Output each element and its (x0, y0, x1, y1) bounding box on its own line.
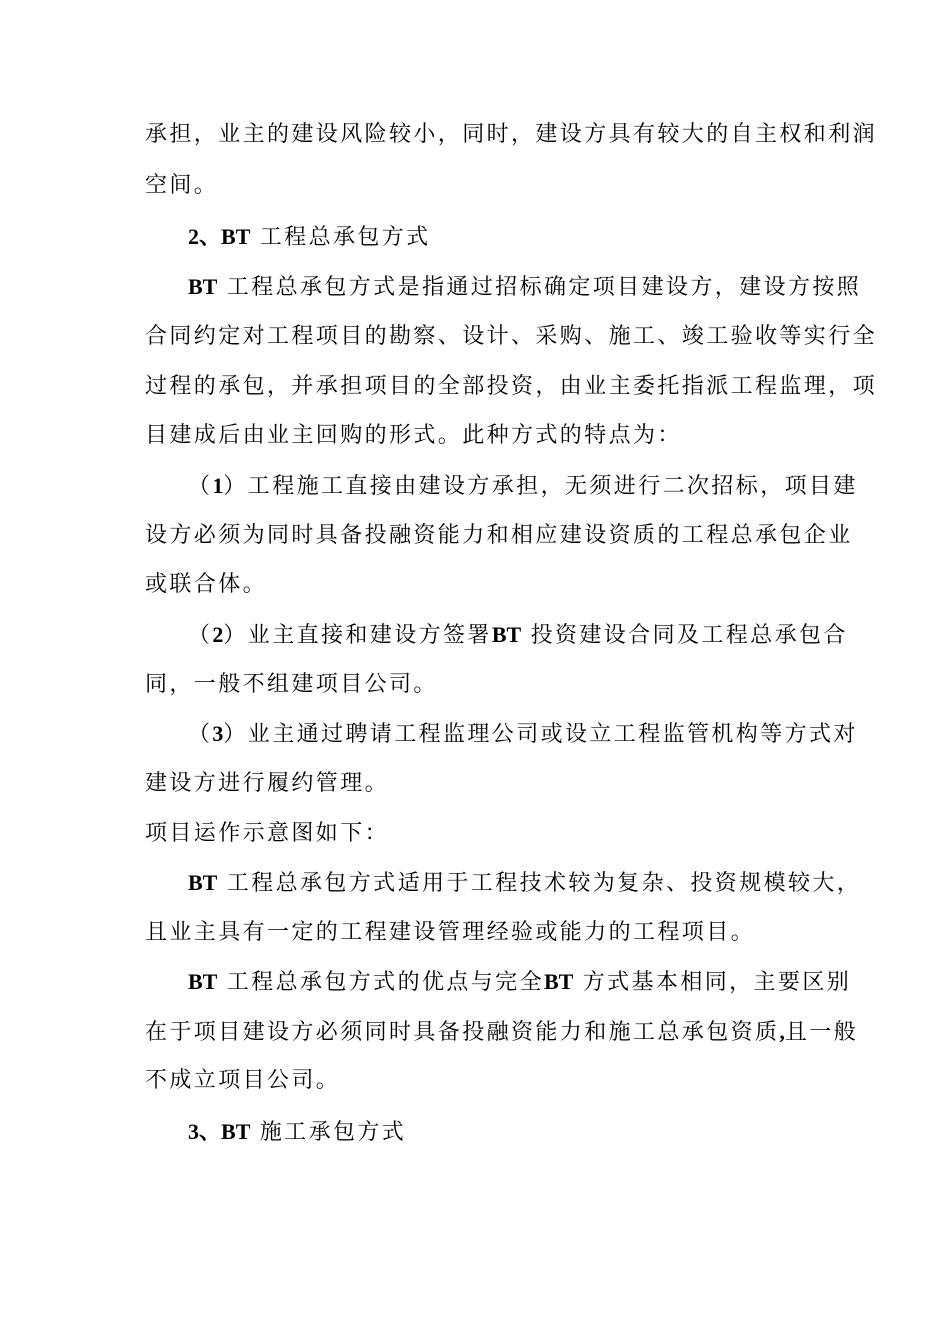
heading-text: 工程总承包方式 (259, 225, 431, 250)
text-span: 投资建设合同及工程总承包合 (530, 623, 848, 648)
paren-open: （ (188, 722, 213, 747)
list-number: 1 (212, 473, 224, 498)
heading-text: 施工承包方式 (259, 1120, 407, 1145)
section-heading-3 (188, 1117, 815, 1147)
text-span: 过程的承包，并承担项目的全部投资，由业主委托指派工程监理，项 (145, 374, 878, 399)
list-number: 3 (212, 721, 224, 746)
paragraph-line (145, 1066, 815, 1096)
heading-bt: BT (221, 224, 251, 249)
text-line (145, 171, 815, 201)
paragraph-line (188, 868, 862, 898)
text-span: 工程总承包方式的优点与完全 (226, 970, 544, 995)
text-span: 项目运作示意图如下： (145, 821, 390, 846)
list-item-2 (188, 620, 848, 650)
paragraph-line (145, 918, 815, 948)
paragraph-line (145, 670, 815, 700)
heading-bt: BT (221, 1119, 251, 1144)
text-span: 或联合体。 (145, 572, 268, 597)
text-span: 且一般 (784, 1020, 859, 1045)
text-span: 合同约定对工程项目的勘察、设计、采购、施工、竣工验收等实行全 (145, 324, 878, 349)
text-span: ）工程施工直接由建设方承担，无须进行二次招标，项目建 (223, 474, 858, 499)
list-item-3 (188, 719, 858, 749)
bt-term: BT (543, 969, 574, 994)
paragraph-line (188, 272, 862, 302)
bold-comma: , (779, 1019, 785, 1044)
text-span: 方式基本相同，主要区别 (582, 970, 852, 995)
text-span: 设方必须为同时具备投融资能力和相应建设资质的工程总承包企业 (145, 523, 853, 548)
heading-number: 2、 (188, 224, 222, 249)
text-span: 同，一般不组建项目公司。 (145, 672, 438, 697)
bt-term: BT (188, 969, 218, 994)
paragraph-line (145, 322, 878, 352)
text-span: 不成立项目公司。 (145, 1068, 341, 1093)
bt-term: BT (188, 870, 218, 895)
text-span: ）业主直接和建设方签署 (223, 623, 492, 648)
paragraph-line (145, 1017, 859, 1047)
paragraph-line (145, 421, 815, 451)
paragraph-line (145, 521, 853, 551)
heading-number: 3、 (188, 1119, 222, 1144)
bt-term: BT (188, 274, 218, 299)
text-span: 目建成后由业主回购的形式。此种方式的特点为： (145, 423, 682, 448)
text-span: 建设方进行履约管理。 (145, 771, 390, 796)
list-number: 2 (212, 622, 224, 647)
section-heading-2 (188, 222, 815, 252)
diagram-caption (145, 819, 815, 849)
list-item-1 (188, 471, 858, 501)
text-span: 工程总承包方式是指通过招标确定项目建设方，建设方按照 (226, 275, 862, 300)
text-span: 承担，业主的建设风险较小，同时，建设方具有较大的自主权和利润 (145, 122, 878, 147)
paragraph-line (145, 372, 878, 402)
bt-term: BT (491, 622, 522, 647)
paren-open: （ (188, 474, 213, 499)
paragraph-line (188, 967, 852, 997)
text-span: 工程总承包方式适用于工程技术较为复杂、投资规模较大， (226, 871, 862, 896)
text-span: ）业主通过聘请工程监理公司或设立工程监管机构等方式对 (223, 722, 858, 747)
text-span: 且业主具有一定的工程建设管理经验或能力的工程项目。 (145, 920, 756, 945)
paragraph-line (145, 769, 815, 799)
paren-open: （ (188, 623, 213, 648)
text-line (145, 120, 878, 150)
text-span: 空间。 (145, 173, 219, 198)
text-span: 在于项目建设方必须同时具备投融资能力和施工总承包资质 (145, 1020, 780, 1045)
paragraph-line (145, 570, 815, 600)
